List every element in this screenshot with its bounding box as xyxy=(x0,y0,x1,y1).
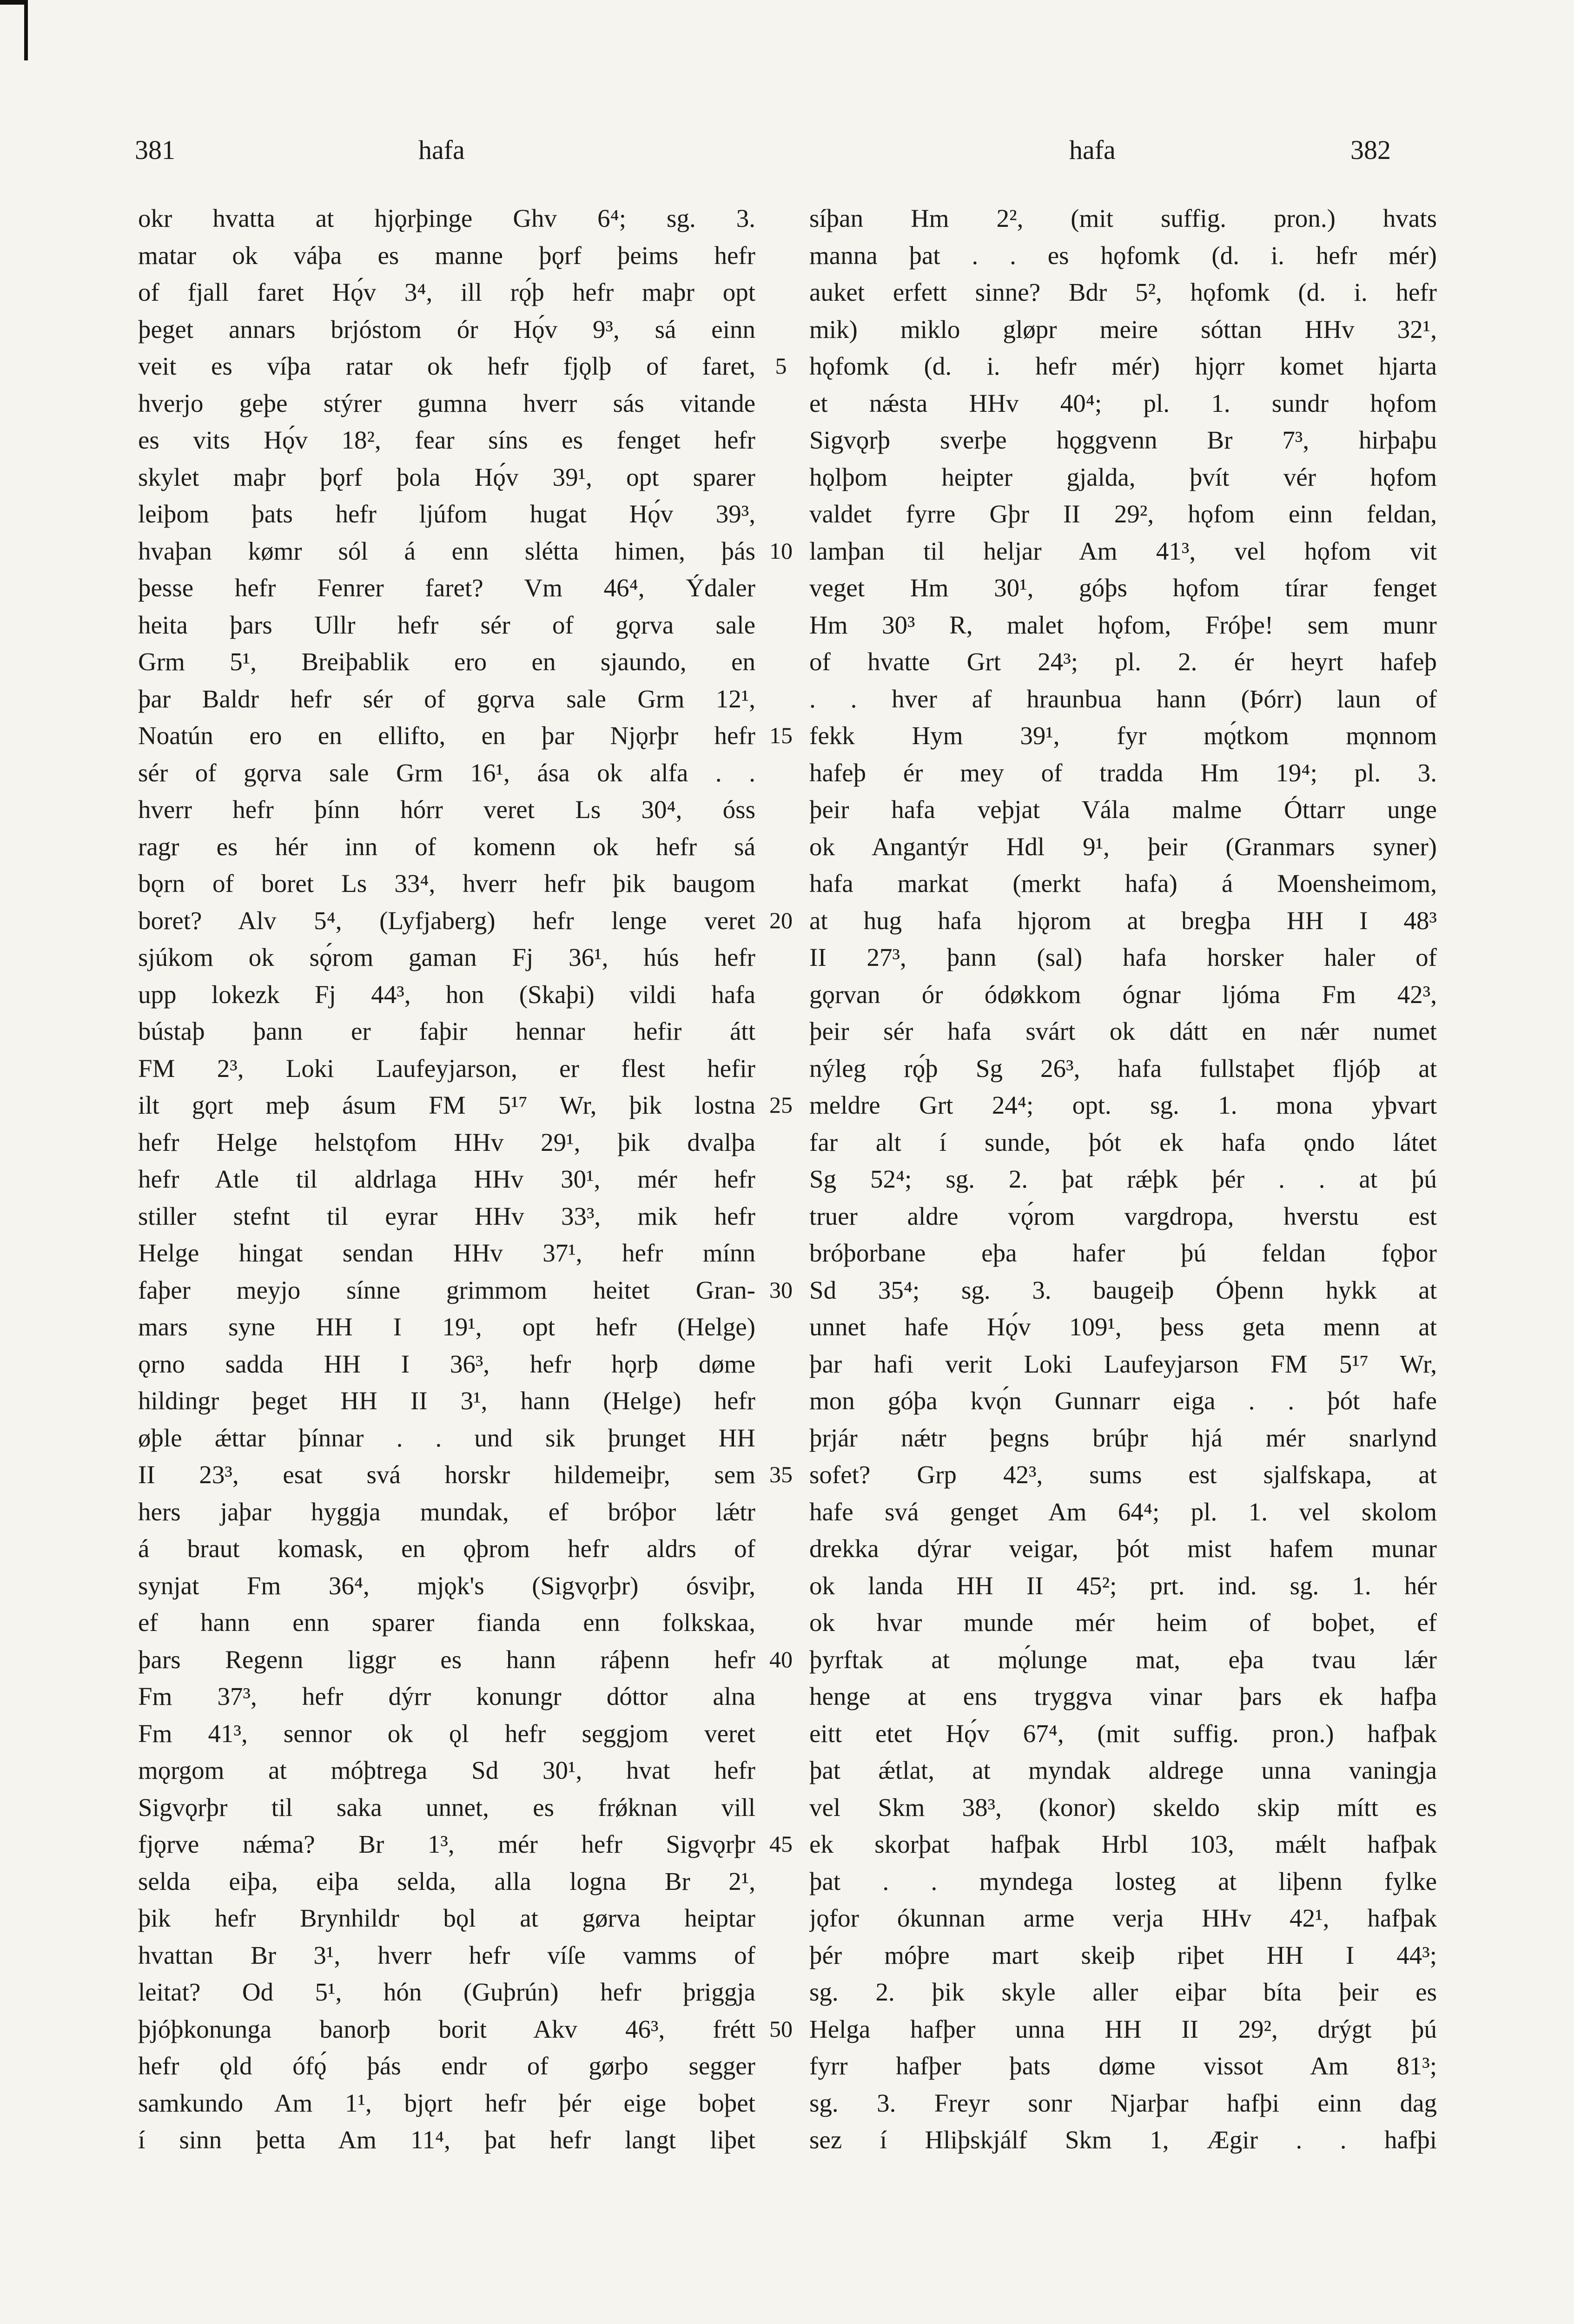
text-line: mik) miklo gløpr meire sóttan HHv 32¹, xyxy=(809,315,1437,343)
text-line: hafeþ ér mey of tradda Hm 19⁴; pl. 3. xyxy=(809,758,1437,787)
text-line: henge at ens tryggva vinar þars ek hafþa xyxy=(809,1682,1437,1710)
text-line: synjat Fm 36⁴, mjǫk's (Sigvǫrþr) ósviþr, xyxy=(138,1571,755,1600)
text-line: þar hafi verit Loki Laufeyjarson FM 5¹⁷ Wr, xyxy=(809,1349,1437,1378)
corner-crop-mark xyxy=(0,0,28,60)
line-number: 15 xyxy=(769,722,793,748)
text-line: þik hefr Brynhildr bǫl at gørva heiptar xyxy=(138,1904,755,1932)
text-line: Helga hafþer unna HH II 29², drýgt þú xyxy=(809,2014,1437,2043)
right-page-number: 382 xyxy=(1350,135,1391,165)
text-line: ilt gǫrt meþ ásum FM 5¹⁷ Wr, þik lostna xyxy=(138,1091,755,1119)
line-number: 10 xyxy=(769,537,793,564)
text-line: upp lokezk Fj 44³, hon (Skaþi) vildi hafa xyxy=(138,980,755,1009)
text-line: þrjár nǽtr þegns brúþr hjá mér snarlynd xyxy=(809,1423,1437,1452)
line-number: 5 xyxy=(775,353,787,379)
text-line: fjǫrve nǽma? Br 1³, mér hefr Sigvǫrþr xyxy=(138,1830,755,1858)
text-line: þjóþkonunga banorþ borit Akv 46³, frétt xyxy=(138,2014,755,2043)
text-line: sofet? Grp 42³, sums est sjalfskapa, at xyxy=(809,1460,1437,1489)
text-line: selda eiþa, eiþa selda, alla logna Br 2¹, xyxy=(138,1867,755,1895)
text-line: þesse hefr Fenrer faret? Vm 46⁴, Ýdaler xyxy=(138,574,755,602)
text-line: bróþorbane eþa hafer þú feldan fǫþor xyxy=(809,1239,1437,1267)
text-line: ef hann enn sparer fianda enn folkskaa, xyxy=(138,1608,755,1637)
text-line: hefr Atle til aldrlaga HHv 30¹, mér hefr xyxy=(138,1165,755,1193)
text-line: leiþom þats hefr ljúfom hugat Hǫ́v 39³, xyxy=(138,500,755,528)
line-number: 45 xyxy=(769,1831,793,1857)
text-line: of hvatte Grt 24³; pl. 2. ér heyrt hafeþ xyxy=(809,647,1437,676)
text-line: Noatún ero en ellifto, en þar Njǫrþr hefr xyxy=(138,721,755,750)
text-line: á braut komask, en ǫþrom hefr aldrs of xyxy=(138,1534,755,1563)
text-line: þeir hafa veþjat Vála malme Óttarr unge xyxy=(809,795,1437,824)
left-page-number: 381 xyxy=(135,135,175,165)
text-line: far alt í sunde, þót ek hafa ǫndo látet xyxy=(809,1128,1437,1156)
text-line: okr hvatta at hjǫrþinge Ghv 6⁴; sg. 3. xyxy=(138,204,755,232)
text-line: ok hvar munde mér heim of boþet, ef xyxy=(809,1608,1437,1637)
text-line: meldre Grt 24⁴; opt. sg. 1. mona yþvart xyxy=(809,1091,1437,1119)
text-line: of fjall faret Hǫ́v 3⁴, ill rǫ́þ hefr maþr opt xyxy=(138,278,755,306)
text-line: truer aldre vǫ́rom vargdropa, hverstu est xyxy=(809,1202,1437,1230)
text-line: øþle ǽttar þínnar . . und sik þrunget HH xyxy=(138,1423,755,1452)
line-number: 20 xyxy=(769,907,793,933)
text-line: mars syne HH I 19¹, opt hefr (Helge) xyxy=(138,1313,755,1341)
text-line: lamþan til heljar Am 41³, vel hǫfom vit xyxy=(809,536,1437,565)
text-line: boret? Alv 5⁴, (Lyfjaberg) hefr lenge veret xyxy=(138,906,755,935)
text-line: fekk Hym 39¹, fyr mǫ́tkom mǫnnom xyxy=(809,721,1437,750)
text-line: at hug hafa hjǫrom at bregþa HH I 48³ xyxy=(809,906,1437,935)
text-line: es vits Hǫ́v 18², fear síns es fenget hefr xyxy=(138,426,755,454)
text-line: síþan Hm 2², (mit suffig. pron.) hvats xyxy=(809,204,1437,232)
text-line: nýleg rǫ́þ Sg 26³, hafa fullstaþet fljóþ at xyxy=(809,1054,1437,1083)
text-line: ek skorþat hafþak Hrbl 103, mǽlt hafþak xyxy=(809,1830,1437,1858)
text-line: jǫfor ókunnan arme verja HHv 42¹, hafþak xyxy=(809,1904,1437,1932)
text-line: hverr hefr þínn hórr veret Ls 30⁴, óss xyxy=(138,795,755,824)
text-line: þyrftak at mǫ́lunge mat, eþa tvau lǽr xyxy=(809,1645,1437,1674)
text-line: veget Hm 30¹, góþs hǫfom tírar fenget xyxy=(809,574,1437,602)
text-line: Fm 41³, sennor ok ǫl hefr seggjom veret xyxy=(138,1719,755,1748)
text-line: stiller stefnt til eyrar HHv 33³, mik hefr xyxy=(138,1202,755,1230)
text-line: Sg 52⁴; sg. 2. þat rǽþk þér . . at þú xyxy=(809,1165,1437,1193)
text-line: sér of gǫrva sale Grm 16¹, ása ok alfa . . xyxy=(138,758,755,787)
line-number: 35 xyxy=(769,1461,793,1487)
text-line: II 23³, esat svá horskr hildemeiþr, sem xyxy=(138,1460,755,1489)
text-line: samkundo Am 1¹, bjǫrt hefr þér eige boþet xyxy=(138,2088,755,2117)
text-line: þeir sér hafa svárt ok dátt en nǽr numet xyxy=(809,1017,1437,1045)
text-line: heita þars Ullr hefr sér of gǫrva sale xyxy=(138,610,755,639)
text-line: ok Angantýr Hdl 9¹, þeir (Granmars syner) xyxy=(809,832,1437,861)
text-line: fyrr hafþer þats døme vissot Am 81³; xyxy=(809,2052,1437,2080)
text-line: drekka dýrar veigar, þót mist hafem munar xyxy=(809,1534,1437,1563)
text-line: leitat? Od 5¹, hón (Guþrún) hefr þriggja xyxy=(138,1978,755,2006)
text-line: valdet fyrre Gþr II 29², hǫfom einn feldan, xyxy=(809,500,1437,528)
text-line: unnet hafe Hǫ́v 109¹, þess geta menn at xyxy=(809,1313,1437,1341)
text-line: FM 2³, Loki Laufeyjarson, er flest hefir xyxy=(138,1054,755,1083)
text-line: sg. 2. þik skyle aller eiþar bíta þeir es xyxy=(809,1978,1437,2006)
line-number: 25 xyxy=(769,1092,793,1118)
text-line: faþer meyjo sínne grimmom heitet Gran- xyxy=(138,1275,755,1304)
text-line: sez í Hliþskjálf Skm 1, Ægir . . hafþi xyxy=(809,2126,1437,2154)
text-line: eitt etet Hǫ́v 67⁴, (mit suffig. pron.) hafþak xyxy=(809,1719,1437,1748)
text-line: gǫrvan ór ódøkkom ógnar ljóma Fm 42³, xyxy=(809,980,1437,1009)
text-line: hǫfomk (d. i. hefr mér) hjǫrr komet hjarta xyxy=(809,352,1437,380)
text-line: Hm 30³ R, malet hǫfom, Fróþe! sem munr xyxy=(809,610,1437,639)
text-line: Sd 35⁴; sg. 3. baugeiþ Óþenn hykk at xyxy=(809,1275,1437,1304)
text-line: mon góþa kvǫ́n Gunnarr eiga . . þót hafe xyxy=(809,1386,1437,1415)
text-line: hvaþan kømr sól á enn slétta himen, þás xyxy=(138,536,755,565)
text-line: Fm 37³, hefr dýrr konungr dóttor alna xyxy=(138,1682,755,1710)
text-line: þér móþre mart skeiþ riþet HH I 44³; xyxy=(809,1941,1437,1969)
text-line: Grm 5¹, Breiþablik ero en sjaundo, en xyxy=(138,647,755,676)
left-running-headword: hafa xyxy=(418,135,465,165)
line-number: 30 xyxy=(769,1276,793,1303)
text-line: matar ok váþa es manne þǫrf þeims hefr xyxy=(138,241,755,270)
text-line: í sinn þetta Am 11⁴, þat hefr langt liþet xyxy=(138,2126,755,2154)
right-text-column xyxy=(809,200,1437,2159)
text-line: veit es víþa ratar ok hefr fjǫlþ of faret, xyxy=(138,352,755,380)
text-line: Sigvǫrþ sverþe hǫggvenn Br 7³, hirþaþu xyxy=(809,426,1437,454)
left-text-column xyxy=(138,200,755,2159)
text-line: . . hver af hraunbua hann (Þórr) laun of xyxy=(809,684,1437,713)
text-line: hers jaþar hyggja mundak, ef bróþor lǽtr xyxy=(138,1497,755,1526)
text-line: hvattan Br 3¹, hverr hefr víſe vamms of xyxy=(138,1941,755,1969)
text-line: þat ǽtlat, at myndak aldrege unna vaningja xyxy=(809,1756,1437,1784)
text-line: mǫrgom at móþtrega Sd 30¹, hvat hefr xyxy=(138,1756,755,1784)
text-line: bǫrn of boret Ls 33⁴, hverr hefr þik baugom xyxy=(138,869,755,898)
text-line: þeget annars brjóstom ór Hǫ́v 9³, sá einn xyxy=(138,315,755,343)
text-line: et nǽsta HHv 40⁴; pl. 1. sundr hǫfom xyxy=(809,389,1437,417)
text-line: vel Skm 38³, (konor) skeldo skip mítt es xyxy=(809,1793,1437,1822)
text-line: II 27³, þann (sal) hafa horsker haler of xyxy=(809,943,1437,971)
text-line: þat . . myndega losteg at liþenn fylke xyxy=(809,1867,1437,1895)
text-line: bústaþ þann er faþir hennar hefir átt xyxy=(138,1017,755,1045)
text-line: auket erfett sinne? Bdr 5², hǫfomk (d. i. hefr xyxy=(809,278,1437,306)
text-line: hefr ǫld ófǫ́ þás endr of gørþo segger xyxy=(138,2052,755,2080)
line-number: 40 xyxy=(769,1646,793,1672)
text-line: hafe svá genget Am 64⁴; pl. 1. vel skolom xyxy=(809,1497,1437,1526)
text-line: hafa markat (merkt hafa) á Moensheimom, xyxy=(809,869,1437,898)
text-line: manna þat . . es hǫfomk (d. i. hefr mér) xyxy=(809,241,1437,270)
text-line: hǫlþom heipter gjalda, þvít vér hǫfom xyxy=(809,462,1437,491)
text-line: Helge hingat sendan HHv 37¹, hefr mínn xyxy=(138,1239,755,1267)
text-line: þars Regenn liggr es hann ráþenn hefr xyxy=(138,1645,755,1674)
text-line: Sigvǫrþr til saka unnet, es frǿknan vill xyxy=(138,1793,755,1822)
text-line: ok landa HH II 45²; prt. ind. sg. 1. hér xyxy=(809,1571,1437,1600)
text-line: ǫrno sadda HH I 36³, hefr hǫrþ døme xyxy=(138,1349,755,1378)
text-line: sg. 3. Freyr sonr Njarþar hafþi einn dag xyxy=(809,2088,1437,2117)
line-number: 50 xyxy=(769,2015,793,2042)
text-line: hverjo geþe stýrer gumna hverr sás vitande xyxy=(138,389,755,417)
text-line: ragr es hér inn of komenn ok hefr sá xyxy=(138,832,755,861)
text-line: sjúkom ok sǫ́rom gaman Fj 36¹, hús hefr xyxy=(138,943,755,971)
right-running-headword: hafa xyxy=(1069,135,1116,165)
text-line: hefr Helge helstǫfom HHv 29¹, þik dvalþa xyxy=(138,1128,755,1156)
text-line: þar Baldr hefr sér of gǫrva sale Grm 12¹, xyxy=(138,684,755,713)
text-line: hildingr þeget HH II 3¹, hann (Helge) hefr xyxy=(138,1386,755,1415)
text-line: skylet maþr þǫrf þola Hǫ́v 39¹, opt sparer xyxy=(138,462,755,491)
